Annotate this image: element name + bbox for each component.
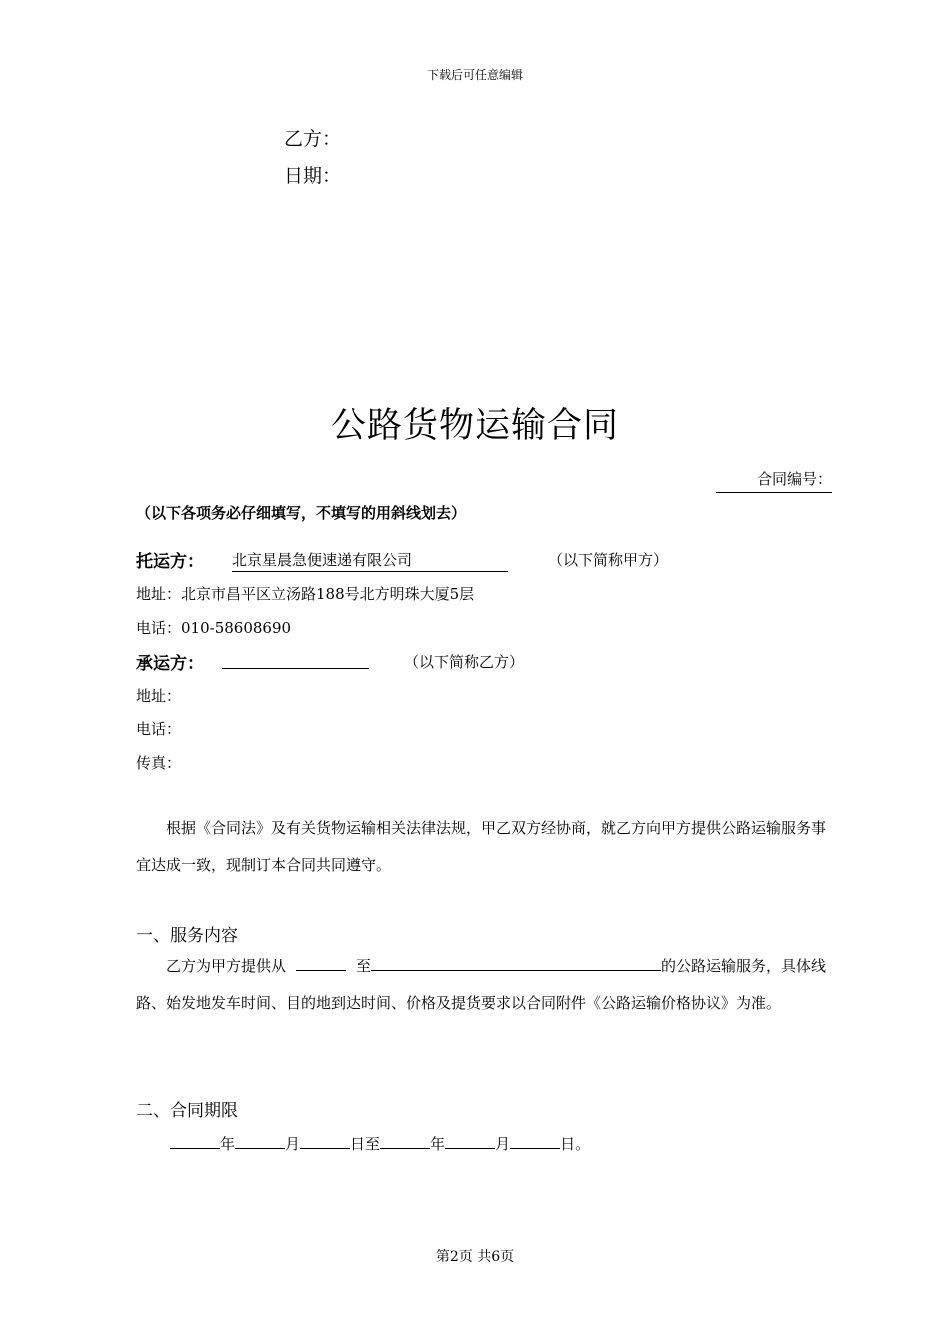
end-year-blank xyxy=(380,1132,430,1149)
end-month-blank xyxy=(445,1132,495,1149)
carrier-address: 地址： xyxy=(136,687,182,705)
instruction-note: （以下各项务必仔细填写，不填写的用斜线划去） xyxy=(136,504,467,522)
section1-text-start: 乙方为甲方提供从 xyxy=(166,957,287,975)
carrier-phone: 电话： xyxy=(136,720,182,738)
start-day-to-label: 日至 xyxy=(350,1135,381,1153)
section1-text-rest: 的公路运输服务，具体线路、始发地发车时间、目的地到达时间、价格及提货要求以合同附件《公路运输价格协议》为准。 xyxy=(136,957,827,1012)
document-title: 公路货物运输合同 xyxy=(330,406,619,446)
carrier-alias: （以下简称乙方） xyxy=(404,653,525,671)
end-year-label: 年 xyxy=(430,1135,446,1153)
carrier-label: 承运方： xyxy=(136,654,204,674)
start-day-blank xyxy=(300,1132,350,1149)
preamble-paragraph: 根据《合同法》及有关货物运输相关法律法规，甲乙双方经协商，就乙方向甲方提供公路运输服务事宜达成一致，现制订本合同共同遵守。 xyxy=(136,819,827,874)
carrier-name-blank xyxy=(222,668,369,669)
section1-paragraph xyxy=(136,948,834,1022)
end-month-label: 月 xyxy=(495,1135,511,1153)
shipper-name-text: 北京星晨急便速递有限公司 xyxy=(232,551,413,569)
carrier-fax: 传真： xyxy=(136,754,182,772)
start-year-label: 年 xyxy=(220,1135,236,1153)
section1-heading: 一、服务内容 xyxy=(136,926,238,946)
start-month-blank xyxy=(235,1132,285,1149)
contract-period-line xyxy=(170,1132,590,1154)
destination-blank xyxy=(371,954,661,971)
shipper-label: 托运方： xyxy=(136,552,204,572)
header-note: 下载后可任意编辑 xyxy=(426,68,523,82)
origin-blank xyxy=(296,954,346,971)
contract-number-label: 合同编号： xyxy=(716,468,832,493)
start-month-label: 月 xyxy=(285,1135,301,1153)
signature-date: 日期： xyxy=(284,165,342,187)
section1-text-to: 至 xyxy=(356,957,372,975)
signature-party-b: 乙方： xyxy=(284,128,342,150)
section2-heading: 二、合同期限 xyxy=(136,1101,238,1121)
shipper-name xyxy=(232,549,508,572)
shipper-phone: 电话：010-58608690 xyxy=(136,619,292,637)
shipper-alias: （以下简称甲方） xyxy=(548,551,669,569)
end-day-blank xyxy=(510,1132,560,1149)
start-year-blank xyxy=(170,1132,220,1149)
shipper-address: 地址：北京市昌平区立汤路188号北方明珠大厦5层 xyxy=(136,585,475,603)
page-number-footer: 第2页 共6页 xyxy=(435,1249,515,1265)
end-day-label: 日。 xyxy=(560,1135,591,1153)
